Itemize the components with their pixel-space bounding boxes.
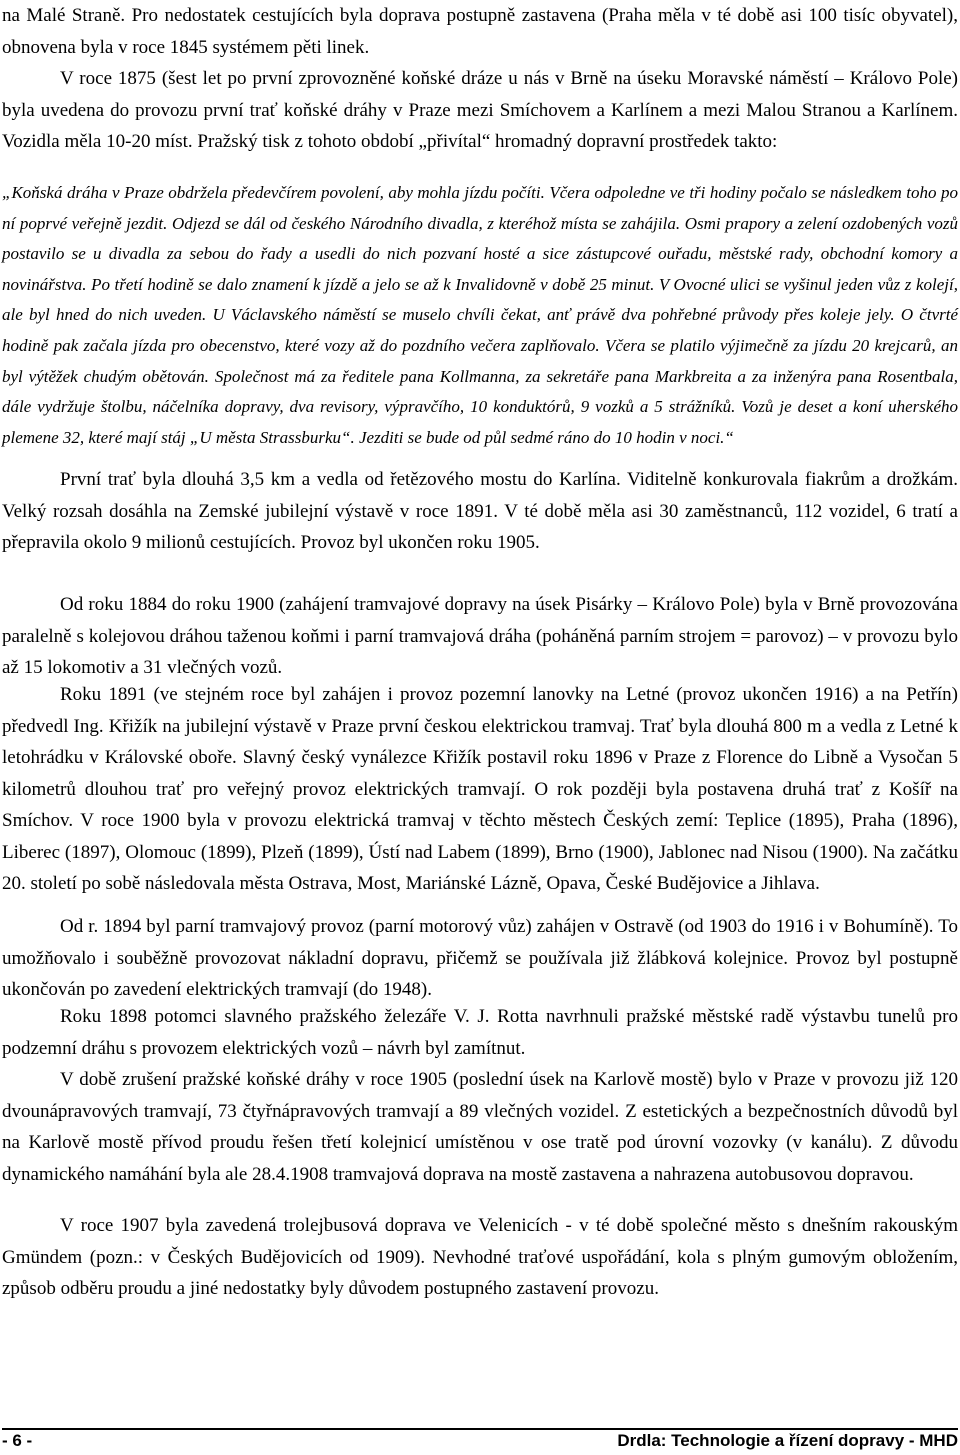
paragraph-5: Roku 1891 (ve stejném roce byl zahájen i provoz pozemní lanovky na Letné (provoz ukončen 1916) a na Petřín) předvedl Ing. Křižík na jubilejní výstavě v Praze první českou elektrickou tramvaj. Trať byla dlouhá 800 m a vedla z Letné k letohrádku v Královské oboře. Slavný český vynálezce Křižík postavil roku 1896 v Praze z Florence do Libně a Vysočan 5 kilometrů dlouhou trať pro veřejný provoz elektrických tramvají. O rok později byla postavena druhá trať z Košíř na Smíchov. V roce 1900 byla v provozu elektrická tramvaj v těchto městech Českých zemí: Teplice (1895), Praha (1896), Liberec (1897), Olomouc (1899), Plzeň (1899), Ústí nad Labem (1899), Brno (1900), Jablonec nad Nisou (1900). Na začátku 20. století po sobě následovala města Ostrava, Most, Mariánské Lázně, Opava, České Budějovice a Jihlava. [2,684,958,894]
page-number: - 6 - [2,1431,33,1450]
paragraph-1: na Malé Straně. Pro nedostatek cestujících byla doprava postupně zastavena (Praha měla v té době asi 100 tisíc obyvatel), obnovena byla v roce 1845 systémem pěti linek. [2,5,958,58]
paragraph-7: Roku 1898 potomci slavného pražského železáře V. J. Rotta navrhnuli pražské městské radě výstavbu tunelů pro podzemní dráhu s provozem elektrických vozů – návrh byl zamítnut. [2,1006,958,1059]
paragraph-8: V době zrušení pražské koňské dráhy v roce 1905 (poslední úsek na Karlově mostě) bylo v Praze v provozu již 120 dvounápravových tramvají, 73 čtyřnápravových tramvají a 89 vlečných vozidel. Z estetických a bezpečnostních důvodů byl na Karlově mostě přívod proudu řešen třetí kolejnicí umístěnou v ose tratě pod úrovní vozovky (v kanálu). Z důvodu dynamického namáhání byla ale 28.4.1908 tramvajová doprava na mostě zastavena a nahrazena autobusovou dopravou. [2,1069,958,1185]
press-quote: „Koňská dráha v Praze obdržela předevčírem povolení, aby mohla jízdu počíti. Včera odpoledne ve tři hodiny počalo se následkem toho po ní poprvé veřejně jezdit. Odjezd se dál od českého Národního divadla, z kteréhož místa se zahájila. Osmi prapory a zelení ozdobených vozů postavilo se u divadla za sebou do řady a usedli do nich pozvaní hosté a sice zástupcové ouřadu, městské rady, obchodní komory a novinářstva. Po třetí hodině se dalo znamení k jízdě a jelo se až k Invalidovně v době 25 minut. V Ovocné ulici se vyšinul jeden vůz z kolejí, ale byl hned do nich uveden. U Václavského náměstí se muselo chvíli čekat, anť právě dva pohřebné průvody přes koleje jely. O čtvrté hodině pak začala jízda pro obecenstvo, které vozy až do pozdního večera zaplňovalo. Včera se platilo výjimečně za jízdu 20 krejcarů, an byl výtěžek chudým obětován. Společnost má za ředitele pana Kollmanna, za sekretáře pana Markbreita a za inženýra pana Rosentbala, dále vydržuje štolbu, náčelníka dopravy, dva revisory, výpravčího, 10 konduktórů, 9 vozků a 5 strážníků. Vozů je deset a koní uherského plemene 32, které mají stáj „U města Strassburku“. Jezditi se bude od půl sedmé ráno do 10 hodin v noci.“ [2,183,958,447]
paragraph-3: První trať byla dlouhá 3,5 km a vedla od řetězového mostu do Karlína. Viditelně konkurovala fiakrům a drožkám. Velký rozsah dosáhla na Zemské jubilejní výstavě v roce 1891. V té době měla asi 30 zaměstnanců, 112 vozidel, 6 tratí a přepravila okolo 9 milionů cestujících. Provoz byl ukončen roku 1905. [2,469,958,553]
paragraph-9: V roce 1907 byla zavedená trolejbusová doprava ve Velenicích - v té době společné město s dnešním rakouským Gmündem (pozn.: v Českých Budějovicích od 1909). Nevhodné traťové uspořádání, kola s plným gumovým obložením, způsob odběru proudu a jiné nedostatky byly důvodem postupného zastavení provozu. [2,1215,958,1299]
footer-title: Drdla: Technologie a řízení dopravy - MHD [617,1431,958,1450]
paragraph-4: Od roku 1884 do roku 1900 (zahájení tramvajové dopravy na úsek Pisárky – Královo Pole) byla v Brně provozována paralelně s kolejovou dráhou taženou koňmi i parní tramvajová dráha (poháněná parním strojem = parovoz) – v provozu bylo až 15 lokomotiv a 31 vlečných vozů. [2,594,958,678]
paragraph-2: V roce 1875 (šest let po první zprovozněné koňské dráze u nás v Brně na úseku Moravské náměstí – Královo Pole) byla uvedena do provozu první trať koňské dráhy v Praze mezi Smíchovem a Karlínem a mezi Malou Stranou a Karlínem. Vozidla měla 10-20 míst. Pražský tisk z tohoto období „přivítal“ hromadný dopravní prostředek takto: [2,68,958,152]
paragraph-6: Od r. 1894 byl parní tramvajový provoz (parní motorový vůz) zahájen v Ostravě (od 1903 do 1916 i v Bohumíně). To umožňovalo i souběžně provozovat nákladní dopravu, přičemž se používala již žlábková kolejnice. Provoz byl postupně ukončován po zavedení elektrických tramvají (do 1948). [2,916,958,1000]
